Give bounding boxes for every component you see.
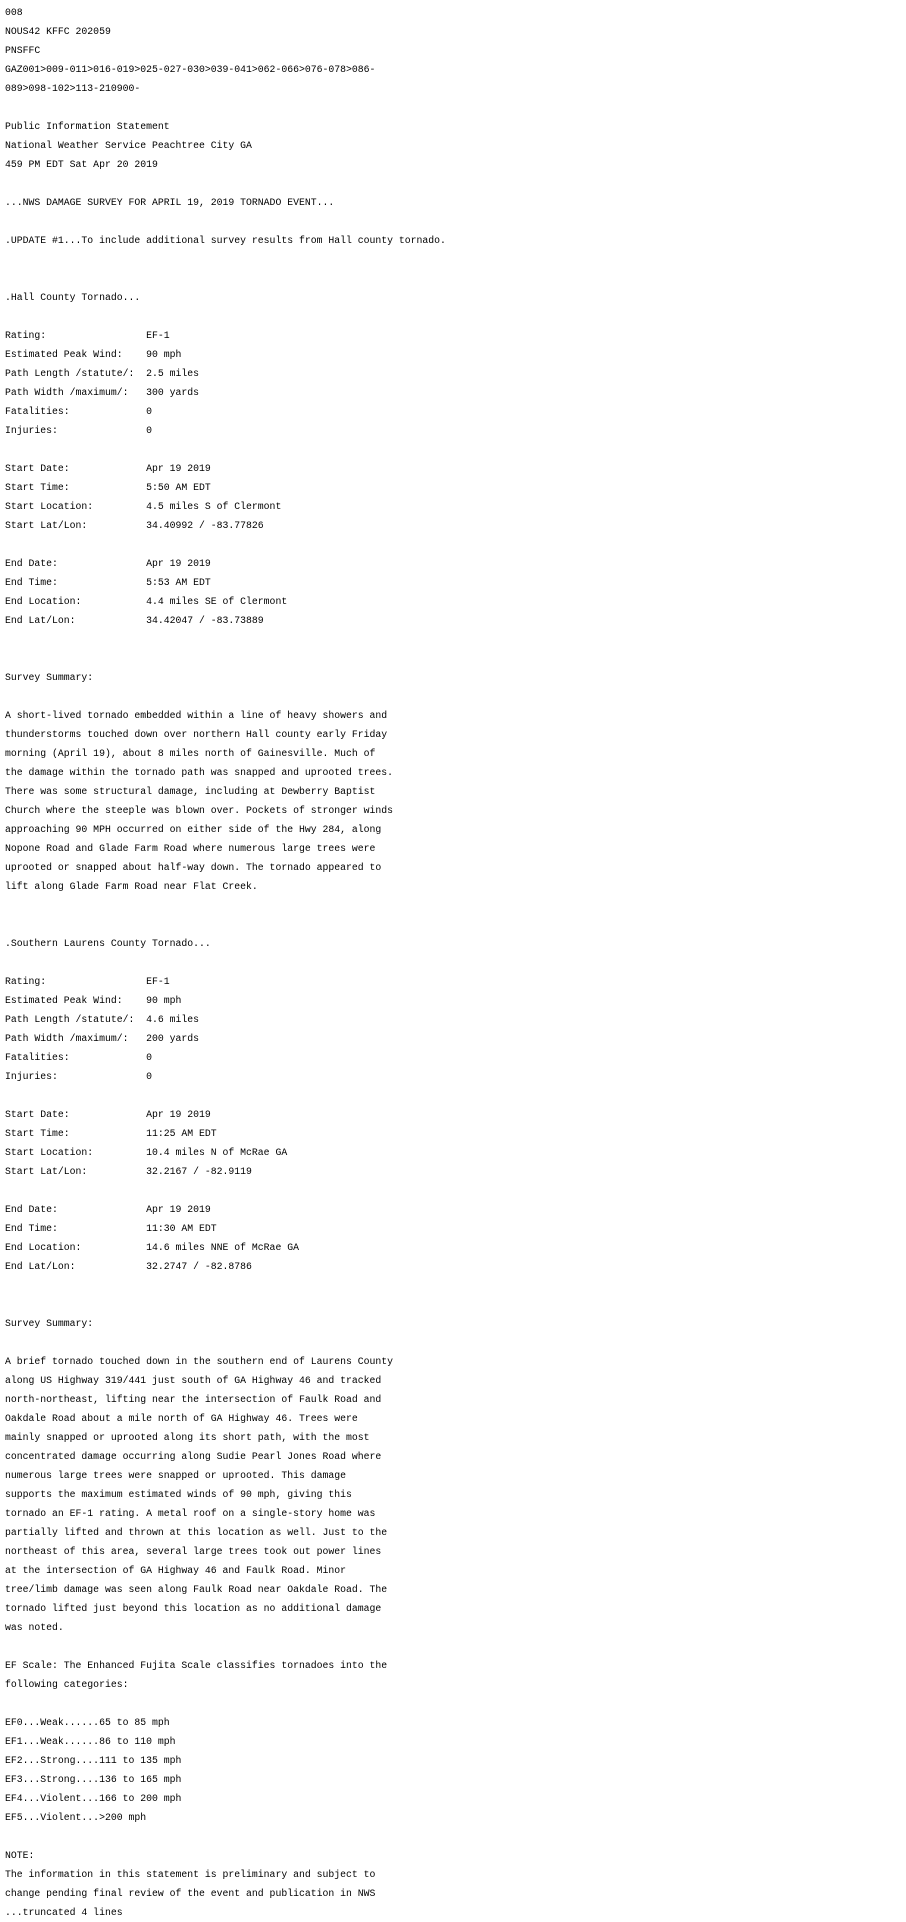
text-line: partially lifted and thrown at this location as well. Just to the: [5, 1527, 388, 1538]
text-line: was noted.: [5, 1622, 64, 1633]
text-line: northeast of this area, several large trees took out power lines: [5, 1546, 382, 1557]
text-line: EF3...Strong....136 to 165 mph: [5, 1774, 182, 1785]
text-line: along US Highway 319/441 just south of GA Highway 46 and tracked: [5, 1375, 382, 1386]
text-line: at the intersection of GA Highway 46 and Faulk Road. Minor: [5, 1565, 346, 1576]
text-line: A short-lived tornado embedded within a line of heavy showers and: [5, 710, 388, 721]
text-line: Survey Summary:: [5, 1318, 94, 1329]
text-line: 008: [5, 7, 23, 18]
text-line: change pending final review of the event and publication in NWS: [5, 1888, 376, 1899]
text-line: EF0...Weak......65 to 85 mph: [5, 1717, 170, 1728]
text-line: tornado an EF-1 rating. A metal roof on a single-story home was: [5, 1508, 376, 1519]
text-line: 459 PM EDT Sat Apr 20 2019: [5, 159, 158, 170]
text-line: Rating: EF-1: [5, 976, 170, 987]
text-line: End Date: Apr 19 2019: [5, 1204, 211, 1215]
text-line: End Lat/Lon: 34.42047 / -83.73889: [5, 615, 264, 626]
text-line: Injuries: 0: [5, 1071, 152, 1082]
text-line: A brief tornado touched down in the southern end of Laurens County: [5, 1356, 394, 1367]
text-line: NOUS42 KFFC 202059: [5, 26, 111, 37]
text-line: the damage within the tornado path was snapped and uprooted trees.: [5, 767, 394, 778]
text-line: numerous large trees were snapped or uprooted. This damage: [5, 1470, 346, 1481]
text-line: Start Lat/Lon: 34.40992 / -83.77826: [5, 520, 264, 531]
text-line: Start Location: 4.5 miles S of Clermont: [5, 501, 282, 512]
text-line: Path Length /statute/: 2.5 miles: [5, 368, 200, 379]
text-line: following categories:: [5, 1679, 129, 1690]
text-line: tornado lifted just beyond this location as no additional damage: [5, 1603, 382, 1614]
text-line: Church where the steeple was blown over. Pockets of stronger winds: [5, 805, 394, 816]
text-line: 089>098-102>113-210900-: [5, 83, 141, 94]
text-line: EF2...Strong....111 to 135 mph: [5, 1755, 182, 1766]
text-line: Injuries: 0: [5, 425, 152, 436]
text-line: Path Width /maximum/: 300 yards: [5, 387, 200, 398]
text-line: thunderstorms touched down over northern Hall county early Friday: [5, 729, 388, 740]
text-line: The information in this statement is preliminary and subject to: [5, 1869, 376, 1880]
text-line: .Hall County Tornado...: [5, 292, 141, 303]
text-line: ...NWS DAMAGE SURVEY FOR APRIL 19, 2019 TORNADO EVENT...: [5, 197, 335, 208]
text-line: EF4...Violent...166 to 200 mph: [5, 1793, 182, 1804]
text-line: Oakdale Road about a mile north of GA Highway 46. Trees were: [5, 1413, 358, 1424]
text-line: National Weather Service Peachtree City GA: [5, 140, 252, 151]
text-line: tree/limb damage was seen along Faulk Road near Oakdale Road. The: [5, 1584, 388, 1595]
text-line: approaching 90 MPH occurred on either side of the Hwy 284, along: [5, 824, 382, 835]
text-line: Start Lat/Lon: 32.2167 / -82.9119: [5, 1166, 252, 1177]
text-line: Start Date: Apr 19 2019: [5, 1109, 211, 1120]
text-line: morning (April 19), about 8 miles north of Gainesville. Much of: [5, 748, 376, 759]
text-line: End Time: 11:30 AM EDT: [5, 1223, 217, 1234]
text-line: Fatalities: 0: [5, 1052, 152, 1063]
text-line: Fatalities: 0: [5, 406, 152, 417]
text-line: EF1...Weak......86 to 110 mph: [5, 1736, 176, 1747]
text-line: Nopone Road and Glade Farm Road where numerous large trees were: [5, 843, 376, 854]
text-line: north-northeast, lifting near the intersection of Faulk Road and: [5, 1394, 382, 1405]
text-line: End Location: 4.4 miles SE of Clermont: [5, 596, 288, 607]
text-line: PNSFFC: [5, 45, 41, 56]
text-line: Path Length /statute/: 4.6 miles: [5, 1014, 200, 1025]
text-line: Rating: EF-1: [5, 330, 170, 341]
text-line: Estimated Peak Wind: 90 mph: [5, 349, 182, 360]
text-line: Public Information Statement: [5, 121, 170, 132]
text-line: There was some structural damage, including at Dewberry Baptist: [5, 786, 376, 797]
text-line: Survey Summary:: [5, 672, 94, 683]
text-line: uprooted or snapped about half-way down. The tornado appeared to: [5, 862, 382, 873]
text-line: End Time: 5:53 AM EDT: [5, 577, 211, 588]
text-line: GAZ001>009-011>016-019>025-027-030>039-041>062-066>076-078>086-: [5, 64, 376, 75]
text-line: End Lat/Lon: 32.2747 / -82.8786: [5, 1261, 252, 1272]
text-line: .Southern Laurens County Tornado...: [5, 938, 211, 949]
text-line: Start Location: 10.4 miles N of McRae GA: [5, 1147, 288, 1158]
text-line: Start Date: Apr 19 2019: [5, 463, 211, 474]
text-line: Estimated Peak Wind: 90 mph: [5, 995, 182, 1006]
text-line: Start Time: 11:25 AM EDT: [5, 1128, 217, 1139]
text-line: NOTE:: [5, 1850, 35, 1861]
text-line: EF Scale: The Enhanced Fujita Scale classifies tornadoes into the: [5, 1660, 388, 1671]
text-line: lift along Glade Farm Road near Flat Creek.: [5, 881, 258, 892]
text-line: .UPDATE #1...To include additional survey results from Hall county tornado.: [5, 235, 446, 246]
text-line: concentrated damage occurring along Sudie Pearl Jones Road where: [5, 1451, 382, 1462]
text-line: End Date: Apr 19 2019: [5, 558, 211, 569]
text-line: supports the maximum estimated winds of 90 mph, giving this: [5, 1489, 352, 1500]
text-line: ...truncated 4 lines: [5, 1907, 123, 1918]
text-line: EF5...Violent...>200 mph: [5, 1812, 147, 1823]
text-line: End Location: 14.6 miles NNE of McRae GA: [5, 1242, 299, 1253]
text-line: Start Time: 5:50 AM EDT: [5, 482, 211, 493]
text-line: mainly snapped or uprooted along its short path, with the most: [5, 1432, 370, 1443]
text-line: Path Width /maximum/: 200 yards: [5, 1033, 200, 1044]
